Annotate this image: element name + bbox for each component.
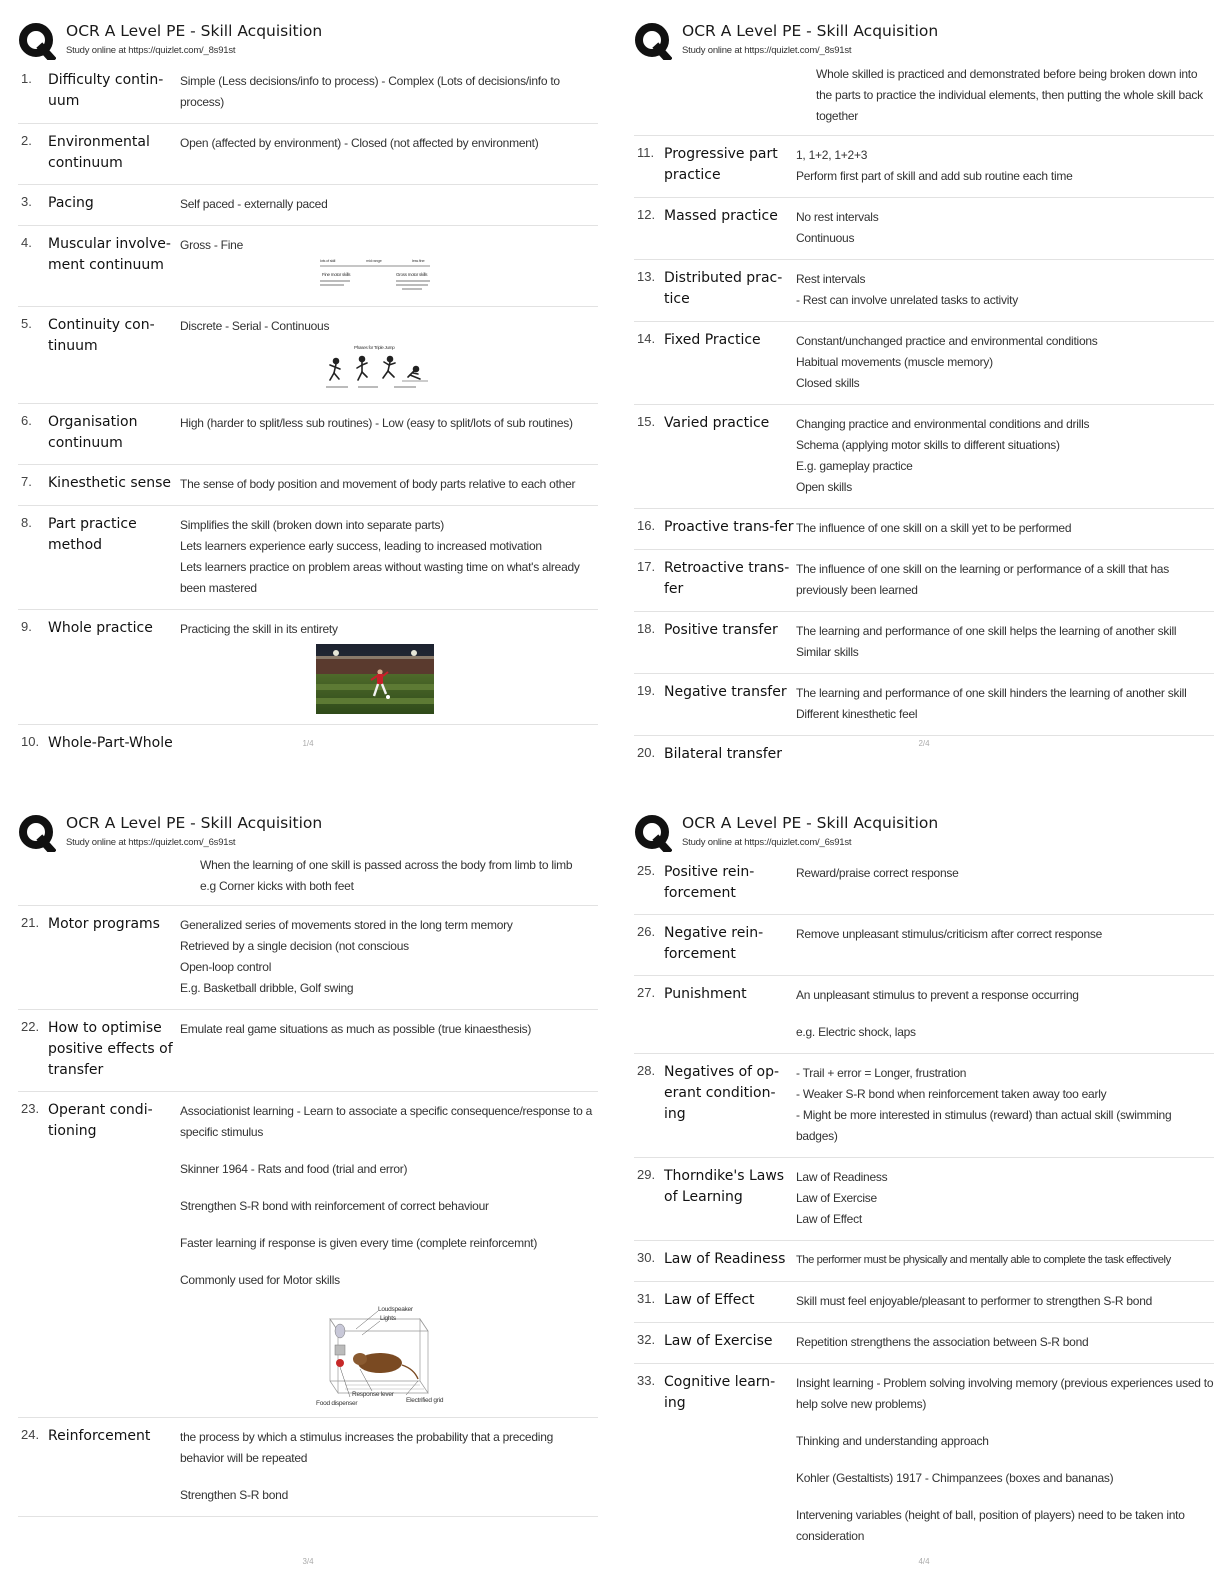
card-list [634,854,1214,1557]
fig-label: Gross motor skills [396,272,428,277]
card-term: Fixed Practice [664,332,761,348]
card-term: Motor programs [48,916,160,932]
card-definition: Constant/unchanged practice and environmental conditions [796,334,1098,348]
card-definition: Lets learners practice on problem areas without wasting time on what's already been mastered [180,560,580,595]
continued-definition [634,62,1214,136]
card-definition: e.g Corner kicks with both feet [200,879,354,893]
card-number: 20. [637,745,656,760]
card-definition: Continuous [796,231,855,245]
card-definition: Practicing the skill in its entirety [180,622,338,636]
card-definition: No rest intervals [796,210,879,224]
card-row [18,1418,598,1517]
card-definition: Commonly used for Motor skills [180,1273,340,1287]
card-term: Negatives of op-erant condition-ing [664,1064,780,1122]
continued-definition [18,854,598,906]
card-definition: The sense of body position and movement of body parts relative to each other [180,477,576,491]
card-definition: Remove unpleasant stimulus/criticism after correct response [796,927,1103,941]
card-number: 9. [21,619,32,634]
card-row [634,1282,1214,1323]
study-link[interactable]: Study online at https://quizlet.com/_8s91st [682,45,852,56]
card-number: 18. [637,621,656,636]
page-2 [634,14,1214,774]
card-number: 1. [21,71,32,86]
card-number: 12. [637,207,656,222]
fig-label: mid range [366,258,382,263]
card-term: Organisation continuum [48,414,138,451]
card-number: 32. [637,1332,656,1347]
card-row [18,906,598,1010]
card-number: 8. [21,515,32,530]
card-row [18,1010,598,1092]
card-definition: Lets learners experience early success, leading to increased motivation [180,539,542,553]
card-row [634,1364,1214,1557]
stadium-photo [316,644,434,714]
card-term: Proactive trans-fer [664,519,794,535]
card-definition: Perform first part of skill and add sub routine each time [796,169,1073,183]
card-definition: Habitual movements (muscle memory) [796,355,993,369]
card-definition: Retrieved by a single decision (not conscious [180,939,409,953]
fig-label: Fine motor skills [322,272,351,277]
skinner-box-figure [180,1295,570,1407]
card-term: Massed practice [664,208,778,224]
study-link[interactable]: Study online at https://quizlet.com/_6s91st [66,837,236,848]
fig-label: lots of skill [320,258,336,263]
card-row [634,322,1214,405]
card-row [18,62,598,124]
page-title: OCR A Level PE - Skill Acquisition [682,22,939,40]
card-list [18,906,598,1517]
fig-label: less fine [412,258,425,263]
card-row [634,854,1214,915]
page-number: 3/4 [302,1557,314,1566]
card-row [634,612,1214,674]
card-row [634,405,1214,509]
study-link[interactable]: Study online at https://quizlet.com/_8s91st [66,45,236,56]
card-number: 15. [637,414,656,429]
card-term: Reinforcement [48,1428,151,1444]
motor-skill-continuum-figure [180,252,570,296]
card-term: Negative rein-forcement [664,925,764,962]
card-definition: Law of Readiness Law of Exercise Law of Effect [796,1170,888,1226]
card-definition: Emulate real game situations as much as possible (true kinaesthesis) [180,1022,532,1036]
card-number: 19. [637,683,656,698]
card-term: Bilateral transfer [664,746,783,762]
quizlet-logo-icon [18,22,56,60]
card-definition: E.g. Basketball dribble, Golf swing [180,981,354,995]
card-term: Law of Effect [664,1292,755,1308]
card-definition: E.g. gameplay practice [796,459,913,473]
card-number: 33. [637,1373,656,1388]
page-number: 2/4 [918,739,930,748]
card-row [18,124,598,185]
page-number: 1/4 [302,739,314,748]
card-row [18,185,598,226]
quizlet-logo-icon [634,22,672,60]
quizlet-logo-icon [634,814,672,852]
card-term: Negative transfer [664,684,787,700]
page-header [18,14,598,62]
card-definition: Similar skills [796,645,859,659]
card-number: 16. [637,518,656,533]
card-term: Operant condi-tioning [48,1102,153,1139]
card-definition: The performer must be physically and mentally able to complete the task effectively [796,1254,1171,1266]
card-term: Punishment [664,986,747,1002]
page-title: OCR A Level PE - Skill Acquisition [682,814,939,832]
card-definition: Simple (Less decisions/info to process) - Complex (Lots of decisions/info to process) [180,74,560,109]
card-row [634,1241,1214,1282]
card-list [634,136,1214,775]
card-term: Muscular involve-ment continuum [48,236,171,273]
page-number: 4/4 [918,1557,930,1566]
card-definition: The influence of one skill on a skill yet to be performed [796,521,1072,535]
card-definition: Whole skilled is practiced and demonstrated before being broken down into the parts to practice the individual elements, then putting the whole skill back together [816,67,1203,123]
card-definition: High (harder to split/less sub routines) - Low (easy to split/lots of sub routines) [180,416,573,430]
card-term: Kinesthetic sense [48,475,172,491]
fig-label: Food dispenser [316,1400,358,1407]
card-term: Part practice method [48,516,137,553]
page-title: OCR A Level PE - Skill Acquisition [66,814,323,832]
card-row [18,465,598,506]
card-number: 25. [637,863,656,878]
card-number: 10. [21,734,40,749]
card-row [18,307,598,404]
card-number: 23. [21,1101,40,1116]
card-row [18,1092,598,1418]
card-row [634,198,1214,260]
card-definition: The learning and performance of one skill helps the learning of another skill [796,624,1177,638]
card-row [18,404,598,465]
card-row [634,674,1214,736]
page-title: OCR A Level PE - Skill Acquisition [66,22,323,40]
card-definition: the process by which a stimulus increases the probability that a preceding behavior will be repeated [180,1430,554,1465]
card-term: Positive transfer [664,622,778,638]
card-number: 24. [21,1427,40,1442]
fig-label: Lights [380,1315,396,1322]
card-number: 17. [637,559,656,574]
card-definition: Thinking and understanding approach [796,1434,989,1448]
card-definition: - Rest can involve unrelated tasks to activity [796,293,1018,307]
card-number: 3. [21,194,32,209]
card-definition: Strengthen S-R bond with reinforcement of correct behaviour [180,1199,489,1213]
card-definition: Open skills [796,480,852,494]
card-definition: Schema (applying motor skills to different situations) [796,438,1060,452]
card-definition: Kohler (Gestaltists) 1917 - Chimpanzees (boxes and bananas) [796,1471,1114,1485]
card-definition: Simplifies the skill (broken down into separate parts) [180,518,444,532]
page-3 [18,806,598,1566]
card-definition: Intervening variables (height of ball, position of players) need to be taken into consideration [796,1508,1185,1543]
card-number: 22. [21,1019,40,1034]
card-row [634,976,1214,1054]
page-header [634,806,1214,854]
card-number: 14. [637,331,656,346]
card-term: Thorndike's Laws of Learning [664,1168,785,1205]
card-definition: The learning and performance of one skill hinders the learning of another skill [796,686,1187,700]
card-definition: Reward/praise correct response [796,866,959,880]
card-definition: Repetition strengthens the association between S-R bond [796,1335,1089,1349]
card-definition: Changing practice and environmental conditions and drills [796,417,1090,431]
card-number: 29. [637,1167,656,1182]
card-row [634,260,1214,322]
fig-title: Phases for Triple Jump [354,345,395,350]
card-definition: Closed skills [796,376,860,390]
card-term: Positive rein-forcement [664,864,755,901]
card-number: 5. [21,316,32,331]
card-number: 28. [637,1063,656,1078]
card-definition: Insight learning - Problem solving involving memory (previous experiences used to help solve new problems) [796,1376,1214,1411]
card-number: 31. [637,1291,656,1306]
card-number: 4. [21,235,32,250]
card-number: 7. [21,474,32,489]
card-definition: Self paced - externally paced [180,197,328,211]
card-term: Whole practice [48,620,153,636]
card-term: Retroactive trans-fer [664,560,790,597]
card-definition: e.g. Electric shock, laps [796,1025,916,1039]
card-term: Progressive part practice [664,146,778,183]
card-number: 6. [21,413,32,428]
card-definition: Open-loop control [180,960,272,974]
card-definition: Skill must feel enjoyable/pleasant to performer to strengthen S-R bond [796,1294,1153,1308]
card-definition: Faster learning if response is given every time (complete reinforcemnt) [180,1236,538,1250]
card-term: Whole-Part-Whole [48,735,173,751]
card-definition: An unpleasant stimulus to prevent a response occurring [796,988,1079,1002]
card-definition: Rest intervals [796,272,866,286]
card-number: 21. [21,915,40,930]
card-term: Distributed prac-tice [664,270,783,307]
card-row [634,1323,1214,1364]
card-definition: 1, 1+2, 1+2+3 [796,148,868,162]
quizlet-logo-icon [18,814,56,852]
card-row [634,1158,1214,1241]
card-row [634,509,1214,550]
card-definition: Generalized series of movements stored in the long term memory [180,918,513,932]
card-term: Difficulty contin-uum [48,72,164,109]
card-definition: When the learning of one skill is passed across the body from limb to limb [200,858,573,872]
card-row [634,136,1214,198]
card-number: 26. [637,924,656,939]
card-row [634,1054,1214,1158]
card-list [18,62,598,764]
card-term: Law of Exercise [664,1333,773,1349]
card-definition: Different kinesthetic feel [796,707,918,721]
card-definition: Strengthen S-R bond [180,1488,288,1502]
fig-label: Response lever [352,1391,394,1398]
card-number: 13. [637,269,656,284]
page-header [18,806,598,854]
card-definition: The influence of one skill on the learning or performance of a skill that has previously been learned [796,562,1169,597]
page-4 [634,806,1214,1566]
card-term: Environmental continuum [48,134,150,171]
card-term: Cognitive learn-ing [664,1374,776,1411]
card-term: Law of Readiness [664,1251,786,1267]
card-row [634,550,1214,612]
card-row [18,506,598,610]
page-1 [18,14,598,774]
page-header [634,14,1214,62]
card-row [18,226,598,307]
card-definition: Gross - Fine [180,238,244,252]
card-row [634,915,1214,976]
fig-label: Loudspeaker [378,1306,413,1313]
card-definition: - Trail + error = Longer, frustration - Weaker S-R bond when reinforcement taken away too early - Might be more interested in stimulus (reward) than actual skill (swimming badges) [796,1066,1172,1143]
card-definition: Open (affected by environment) - Closed (not affected by environment) [180,136,539,150]
card-definition: Discrete - Serial - Continuous [180,319,330,333]
card-number: 30. [637,1250,656,1265]
card-term: Varied practice [664,415,770,431]
study-link[interactable]: Study online at https://quizlet.com/_6s91st [682,837,852,848]
card-definition: Skinner 1964 - Rats and food (trial and error) [180,1162,408,1176]
card-term: How to optimise positive effects of transfer [48,1020,173,1078]
card-definition: Associationist learning - Learn to associate a specific consequence/response to a specific stimulus [180,1104,593,1139]
card-term: Pacing [48,195,94,211]
card-row [18,610,598,725]
card-number: 2. [21,133,32,148]
card-number: 11. [637,145,655,160]
triple-jump-figure [180,341,570,393]
card-number: 27. [637,985,656,1000]
card-term: Continuity con-tinuum [48,317,155,354]
fig-label: Electrified grid [406,1397,444,1404]
